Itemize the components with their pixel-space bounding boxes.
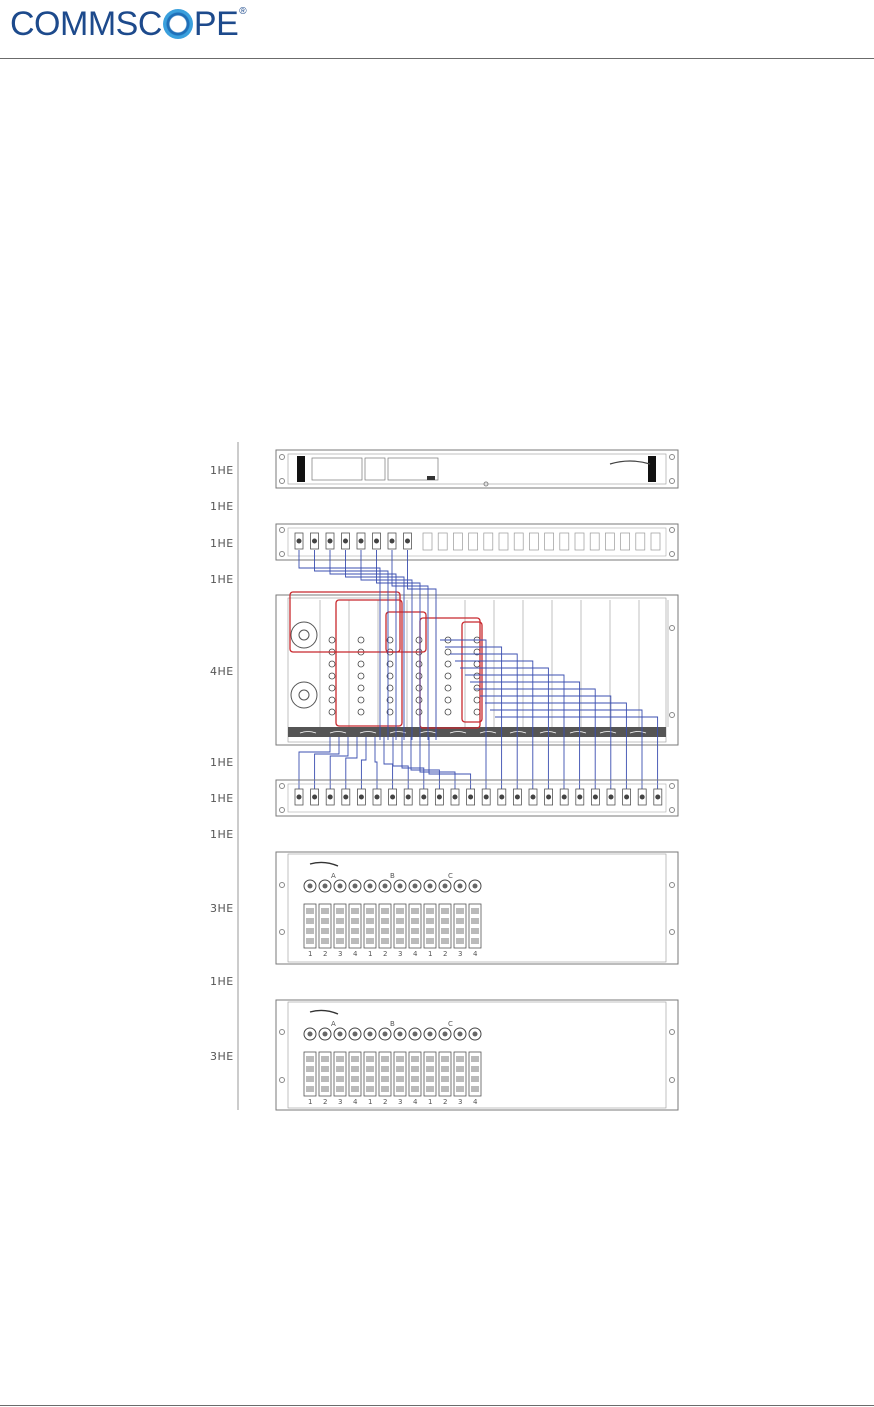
terminal-clamp — [351, 1066, 359, 1072]
terminal-clamp — [441, 928, 449, 934]
terminal-clamp — [336, 928, 344, 934]
page-header — [0, 0, 874, 60]
patch-panel-top-1he — [276, 524, 678, 560]
termination-panel-3he-a — [276, 852, 678, 964]
port-jack — [468, 795, 473, 800]
terminal-number: 2 — [383, 950, 388, 958]
port-jack — [484, 795, 489, 800]
port-jack — [390, 539, 395, 544]
port-blank — [545, 533, 554, 550]
coax-pin — [338, 1032, 343, 1037]
terminal-clamp — [336, 938, 344, 944]
port-jack — [453, 795, 458, 800]
terminal-number: 4 — [353, 950, 358, 958]
terminal-clamp — [426, 908, 434, 914]
module-connector — [445, 661, 451, 667]
terminal-clamp — [426, 938, 434, 944]
terminal-clamp — [456, 1066, 464, 1072]
coax-pin — [353, 1032, 358, 1037]
terminal-clamp — [306, 938, 314, 944]
terminal-clamp — [471, 928, 479, 934]
port-jack — [328, 795, 333, 800]
terminal-number: 4 — [353, 1098, 358, 1106]
terminal-clamp — [396, 1076, 404, 1082]
port-blank — [560, 533, 569, 550]
terminal-clamp — [411, 908, 419, 914]
terminal-number: 1 — [428, 1098, 433, 1106]
red-cable — [336, 600, 402, 726]
blue-cable — [490, 710, 642, 789]
terminal-clamp — [441, 1066, 449, 1072]
coax-pin — [443, 884, 448, 889]
group-label: C — [448, 872, 453, 880]
terminal-number: 3 — [338, 950, 343, 958]
port-blank — [484, 533, 493, 550]
port-jack — [390, 795, 395, 800]
terminal-clamp — [381, 938, 389, 944]
port-jack — [297, 539, 302, 544]
terminal-number: 2 — [383, 1098, 388, 1106]
terminal-number: 3 — [458, 1098, 463, 1106]
port-blank — [499, 533, 508, 550]
group-label: B — [390, 1020, 395, 1028]
coax-pin — [398, 1032, 403, 1037]
terminal-clamp — [351, 1086, 359, 1092]
terminal-clamp — [396, 1056, 404, 1062]
terminal-number: 4 — [473, 1098, 478, 1106]
he-label: 1HE — [210, 537, 234, 550]
coax-pin — [308, 884, 313, 889]
terminal-clamp — [456, 1086, 464, 1092]
port-jack — [297, 795, 302, 800]
terminal-clamp — [441, 1086, 449, 1092]
terminal-clamp — [366, 908, 374, 914]
coax-pin — [413, 1032, 418, 1037]
terminal-clamp — [471, 1056, 479, 1062]
terminal-clamp — [411, 1076, 419, 1082]
terminal-clamp — [471, 1086, 479, 1092]
terminal-clamp — [321, 1066, 329, 1072]
module-connector — [445, 685, 451, 691]
coax-pin — [458, 1032, 463, 1037]
port-jack — [531, 795, 536, 800]
he-label: 1HE — [210, 756, 234, 769]
terminal-clamp — [411, 938, 419, 944]
port-jack — [312, 539, 317, 544]
module-connector — [474, 673, 480, 679]
coax-pin — [368, 884, 373, 889]
terminal-clamp — [381, 928, 389, 934]
port-jack — [359, 795, 364, 800]
terminal-clamp — [381, 1076, 389, 1082]
module-connector — [329, 685, 335, 691]
module-connector — [358, 673, 364, 679]
terminal-clamp — [336, 1076, 344, 1082]
terminal-number: 2 — [323, 950, 328, 958]
terminal-clamp — [321, 1076, 329, 1082]
terminal-clamp — [306, 908, 314, 914]
terminal-number: 1 — [308, 950, 313, 958]
blue-cable — [315, 550, 389, 740]
terminal-clamp — [351, 928, 359, 934]
module-connector — [329, 673, 335, 679]
terminal-clamp — [426, 1086, 434, 1092]
terminal-clamp — [336, 1056, 344, 1062]
patch-panel-bottom-1he — [276, 780, 678, 816]
terminal-clamp — [381, 1086, 389, 1092]
port-blank — [438, 533, 447, 550]
terminal-clamp — [321, 938, 329, 944]
module-connector — [474, 697, 480, 703]
port-blank — [469, 533, 478, 550]
terminal-clamp — [411, 1086, 419, 1092]
terminal-number: 1 — [368, 1098, 373, 1106]
terminal-number: 2 — [323, 1098, 328, 1106]
module-connector — [416, 637, 422, 643]
he-label: 3HE — [210, 1050, 234, 1063]
terminal-clamp — [411, 1066, 419, 1072]
port-blank — [529, 533, 538, 550]
head-unit-1he — [276, 450, 678, 488]
terminal-clamp — [396, 908, 404, 914]
he-label: 1HE — [210, 828, 234, 841]
terminal-clamp — [381, 1056, 389, 1062]
coax-pin — [353, 884, 358, 889]
terminal-clamp — [366, 1076, 374, 1082]
terminal-clamp — [411, 1056, 419, 1062]
terminal-clamp — [411, 918, 419, 924]
module-connector — [329, 709, 335, 715]
logo-registered-mark: ® — [239, 6, 247, 17]
terminal-clamp — [306, 1076, 314, 1082]
terminal-clamp — [336, 908, 344, 914]
terminal-clamp — [456, 908, 464, 914]
terminal-clamp — [366, 1056, 374, 1062]
header-rule — [0, 58, 874, 59]
module-connector — [445, 697, 451, 703]
he-label: 1HE — [210, 573, 234, 586]
coax-pin — [398, 884, 403, 889]
terminal-number: 4 — [413, 950, 418, 958]
blue-cable — [392, 550, 428, 740]
logo-text-right: PE — [193, 5, 239, 43]
terminal-clamp — [306, 1086, 314, 1092]
coax-pin — [428, 884, 433, 889]
port-jack — [499, 795, 504, 800]
red-cable — [420, 618, 480, 728]
terminal-clamp — [396, 928, 404, 934]
terminal-clamp — [351, 938, 359, 944]
terminal-clamp — [336, 918, 344, 924]
terminal-clamp — [456, 928, 464, 934]
module-connector — [445, 673, 451, 679]
blue-cable — [377, 550, 421, 740]
port-jack — [375, 795, 380, 800]
coax-pin — [383, 1032, 388, 1037]
port-jack — [546, 795, 551, 800]
he-label: 4HE — [210, 665, 234, 678]
terminal-clamp — [441, 918, 449, 924]
blue-cable — [450, 654, 517, 789]
terminal-clamp — [426, 928, 434, 934]
he-label: 1HE — [210, 975, 234, 988]
terminal-clamp — [471, 918, 479, 924]
terminal-number: 3 — [338, 1098, 343, 1106]
terminal-clamp — [471, 938, 479, 944]
port-jack — [609, 795, 614, 800]
terminal-clamp — [381, 918, 389, 924]
port-jack — [421, 795, 426, 800]
terminal-clamp — [426, 918, 434, 924]
terminal-clamp — [366, 928, 374, 934]
port-blank — [590, 533, 599, 550]
he-label: 1HE — [210, 464, 234, 477]
port-blank — [636, 533, 645, 550]
port-blank — [651, 533, 660, 550]
terminal-clamp — [456, 1076, 464, 1082]
coax-pin — [443, 1032, 448, 1037]
logo-text-left: COMMSC — [10, 5, 162, 43]
terminal-clamp — [396, 918, 404, 924]
module-connector — [416, 661, 422, 667]
port-jack — [374, 539, 379, 544]
port-blank — [453, 533, 462, 550]
coax-pin — [338, 884, 343, 889]
termination-panel-3he-b — [276, 1000, 678, 1110]
terminal-clamp — [441, 938, 449, 944]
terminal-clamp — [306, 1056, 314, 1062]
terminal-clamp — [441, 1076, 449, 1082]
terminal-clamp — [321, 918, 329, 924]
terminal-clamp — [426, 1076, 434, 1082]
terminal-clamp — [321, 908, 329, 914]
footer-rule — [0, 1405, 874, 1406]
group-label: A — [331, 872, 336, 880]
module-connector — [358, 637, 364, 643]
port-jack — [655, 795, 660, 800]
blue-cable — [346, 550, 405, 740]
coax-pin — [473, 884, 478, 889]
port-jack — [343, 539, 348, 544]
module-connector — [416, 709, 422, 715]
group-label: A — [331, 1020, 336, 1028]
module-connector — [416, 673, 422, 679]
port-jack — [562, 795, 567, 800]
terminal-clamp — [441, 1056, 449, 1062]
port-blank — [605, 533, 614, 550]
cabling — [290, 550, 658, 789]
port-jack — [624, 795, 629, 800]
port-blank — [514, 533, 523, 550]
port-jack — [406, 795, 411, 800]
terminal-number: 3 — [458, 950, 463, 958]
terminal-clamp — [366, 1066, 374, 1072]
rack-diagram — [190, 440, 700, 1120]
terminal-clamp — [306, 928, 314, 934]
logo-globe-icon — [163, 9, 193, 39]
group-label: C — [448, 1020, 453, 1028]
port-jack — [328, 539, 333, 544]
blue-cable — [485, 703, 626, 789]
terminal-clamp — [351, 908, 359, 914]
module-connector — [358, 697, 364, 703]
terminal-clamp — [441, 908, 449, 914]
coax-pin — [428, 1032, 433, 1037]
module-connector — [358, 685, 364, 691]
blue-cable — [299, 550, 380, 740]
terminal-number: 4 — [413, 1098, 418, 1106]
coax-pin — [383, 884, 388, 889]
terminal-clamp — [456, 918, 464, 924]
terminal-number: 2 — [443, 950, 448, 958]
port-jack — [343, 795, 348, 800]
terminal-clamp — [381, 908, 389, 914]
terminal-number: 2 — [443, 1098, 448, 1106]
module-connector — [416, 697, 422, 703]
coax-pin — [458, 884, 463, 889]
module-connector — [358, 661, 364, 667]
terminal-clamp — [306, 918, 314, 924]
terminal-clamp — [396, 1066, 404, 1072]
commscope-logo — [10, 4, 247, 44]
terminal-clamp — [351, 1076, 359, 1082]
terminal-clamp — [321, 928, 329, 934]
terminal-number: 1 — [308, 1098, 313, 1106]
terminal-clamp — [366, 938, 374, 944]
port-jack — [577, 795, 582, 800]
module-connector — [329, 661, 335, 667]
module-connector — [329, 637, 335, 643]
terminal-clamp — [366, 918, 374, 924]
coax-pin — [368, 1032, 373, 1037]
coax-pin — [308, 1032, 313, 1037]
coax-pin — [323, 1032, 328, 1037]
terminal-clamp — [351, 918, 359, 924]
terminal-clamp — [471, 1076, 479, 1082]
terminal-number: 3 — [398, 1098, 403, 1106]
he-label: 1HE — [210, 500, 234, 513]
rack-diagram-svg — [190, 440, 700, 1120]
port-blank — [423, 533, 432, 550]
module-connector — [329, 697, 335, 703]
terminal-clamp — [366, 1086, 374, 1092]
terminal-clamp — [426, 1056, 434, 1062]
terminal-clamp — [321, 1086, 329, 1092]
terminal-clamp — [456, 1056, 464, 1062]
terminal-clamp — [396, 1086, 404, 1092]
blue-cable — [475, 689, 595, 789]
terminal-clamp — [336, 1086, 344, 1092]
terminal-number: 1 — [428, 950, 433, 958]
terminal-clamp — [411, 928, 419, 934]
coax-pin — [323, 884, 328, 889]
coax-pin — [413, 884, 418, 889]
terminal-clamp — [306, 1066, 314, 1072]
port-jack — [640, 795, 645, 800]
module-connector — [358, 709, 364, 715]
terminal-number: 3 — [398, 950, 403, 958]
terminal-clamp — [381, 1066, 389, 1072]
port-jack — [515, 795, 520, 800]
terminal-clamp — [336, 1066, 344, 1072]
group-label: B — [390, 872, 395, 880]
port-blank — [621, 533, 630, 550]
he-label: 3HE — [210, 902, 234, 915]
port-jack — [312, 795, 317, 800]
module-connector — [474, 685, 480, 691]
port-jack — [437, 795, 442, 800]
module-connector — [416, 685, 422, 691]
terminal-clamp — [321, 1056, 329, 1062]
module-connector — [474, 661, 480, 667]
he-label: 1HE — [210, 792, 234, 805]
terminal-clamp — [396, 938, 404, 944]
terminal-clamp — [471, 1066, 479, 1072]
terminal-clamp — [426, 1066, 434, 1072]
port-blank — [575, 533, 584, 550]
terminal-clamp — [351, 1056, 359, 1062]
port-jack — [593, 795, 598, 800]
module-connector — [445, 709, 451, 715]
coax-pin — [473, 1032, 478, 1037]
port-jack — [405, 539, 410, 544]
terminal-clamp — [471, 908, 479, 914]
terminal-clamp — [456, 938, 464, 944]
terminal-number: 4 — [473, 950, 478, 958]
module-connector — [474, 709, 480, 715]
terminal-number: 1 — [368, 950, 373, 958]
port-jack — [359, 539, 364, 544]
